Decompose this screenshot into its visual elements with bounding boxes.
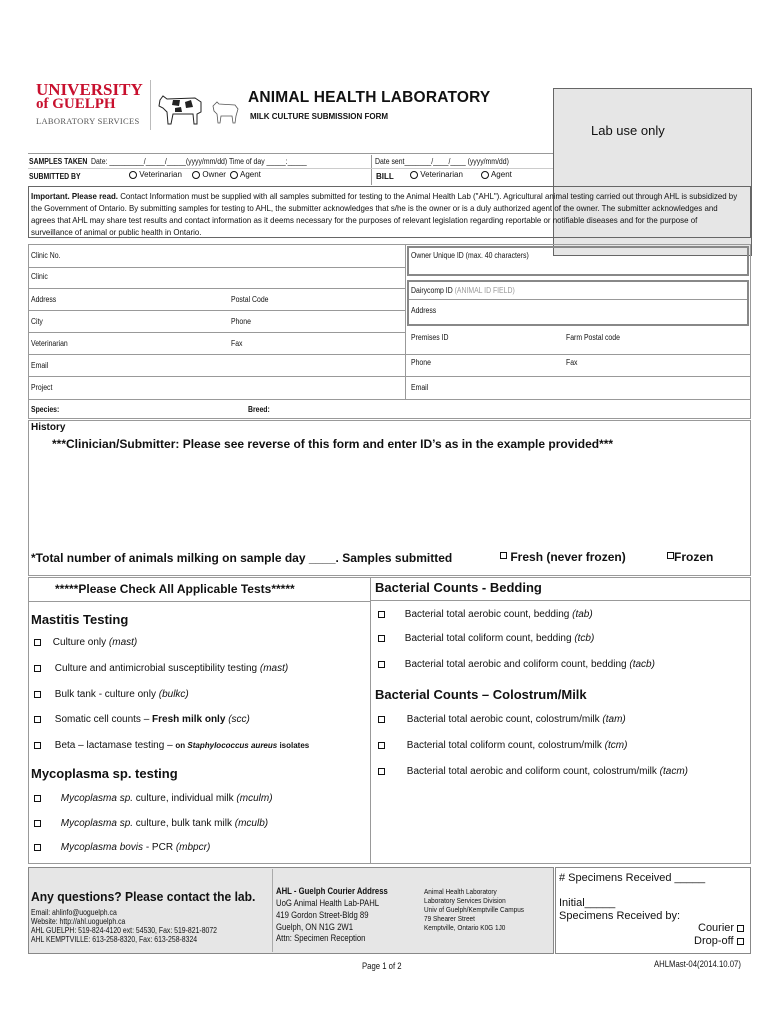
courier-line-3: Guelph, ON N1G 2W1: [276, 922, 354, 932]
test-label: - PCR: [143, 842, 174, 853]
city-field[interactable]: City: [31, 317, 43, 326]
courier-line-4: Attn: Specimen Reception: [276, 933, 366, 943]
test-code: (bulkc): [158, 689, 189, 700]
colostrum-aerobic-coliform[interactable]: [378, 766, 688, 777]
premises-id-field[interactable]: Premises ID: [411, 333, 449, 342]
myco-individual-milk[interactable]: [34, 793, 273, 804]
submitted-by-options: [129, 170, 261, 179]
checkbox[interactable]: [378, 768, 385, 775]
check-all-rule: [28, 601, 370, 602]
footer-kemptville-phone: AHL KEMPTVILLE: 613-258-8320, Fax: 613-258-8324: [31, 935, 198, 944]
logo-line-guelph: of GUELPH: [36, 96, 116, 112]
bill-veterinarian-label: Veterinarian: [420, 170, 463, 179]
mastitis-bulk-tank[interactable]: [34, 689, 189, 700]
test-code: (tacm): [659, 766, 689, 777]
test-code: (tab): [572, 609, 593, 620]
checkbox[interactable]: [34, 844, 41, 851]
samples-rule: [28, 168, 553, 169]
dairycomp-id-label: Dairycomp ID: [411, 286, 453, 295]
checkbox[interactable]: [34, 716, 41, 723]
email-field[interactable]: Email: [31, 361, 49, 370]
postal-code-field[interactable]: Postal Code: [231, 295, 269, 304]
kemptville-line-2: Laboratory Services Division: [424, 896, 506, 905]
test-label: Bacterial total aerobic count, colostrum/milk: [406, 714, 600, 725]
dropoff-option[interactable]: [694, 935, 744, 947]
samples-taken-label: SAMPLES TAKEN: [29, 157, 88, 166]
test-organism: Staphylococcus aureus: [187, 741, 278, 750]
test-emphasis: on: [175, 741, 188, 750]
checkbox[interactable]: [378, 661, 385, 668]
test-code: (mculm): [236, 793, 273, 804]
test-label: Beta – lactamase testing –: [54, 740, 176, 751]
checkbox[interactable]: [34, 820, 41, 827]
mastitis-heading: Mastitis Testing: [31, 612, 129, 627]
checkbox[interactable]: [378, 635, 385, 642]
goat-icon: [213, 102, 238, 123]
important-notice: [31, 190, 738, 238]
colostrum-coliform[interactable]: [378, 740, 627, 751]
owner-phone-field[interactable]: Phone: [411, 358, 431, 367]
bedding-aerobic[interactable]: [378, 609, 593, 620]
logo-line-university: UNIVERSITY: [36, 80, 143, 99]
courier-checkbox[interactable]: [737, 925, 744, 932]
owner-fax-field[interactable]: Fax: [566, 358, 578, 367]
myco-bovis-pcr[interactable]: [34, 842, 210, 853]
row-rule-7: [28, 399, 751, 400]
specimens-received-field[interactable]: # Specimens Received _____: [559, 872, 706, 884]
test-code: (tacb): [629, 659, 655, 670]
bedding-rule: [370, 600, 751, 601]
test-label: Bulk tank - culture only: [54, 689, 156, 700]
test-label: culture, bulk tank milk: [133, 818, 232, 829]
owner-address-field[interactable]: Address: [411, 306, 437, 315]
owner-id-label: Owner Unique ID (max. 40 characters): [411, 251, 529, 260]
kemptville-line-4: 79 Shearer Street: [424, 914, 475, 923]
important-text: Contact Information must be supplied with all samples submitted for testing to the Animal Health Lab ("AHL"). Agricultural animal testing carried out through AHL is subsidized by the Government of Ontario. By submitting samples for testing to AHL, the submitter acknowledges that s/he is the owner or is a duly authorized agent of the owner. The submitter acknowledges and agrees that AHL may share test results and contact information as it deems necessary for the purposes of relevant legislation regarding reportable or notifiable diseases and for the purpose of surveillance of animal or public health in Ontario.: [31, 191, 738, 237]
samples-divider: [371, 155, 372, 185]
footer-guelph-phone: AHL GUELPH: 519-824-4120 ext: 54530, Fax: 519-821-8072: [31, 926, 218, 935]
farm-postal-field[interactable]: Farm Postal code: [566, 333, 620, 342]
clinic-field[interactable]: Clinic: [31, 272, 48, 281]
address-field[interactable]: Address: [31, 295, 57, 304]
submitted-by-label: SUBMITTED BY: [29, 172, 81, 181]
dairycomp-label: [411, 286, 515, 295]
frozen-checkbox[interactable]: [667, 552, 674, 559]
checkbox[interactable]: [34, 742, 41, 749]
row-rule-3: [28, 310, 405, 311]
fresh-label: Fresh (never frozen): [510, 550, 626, 564]
checkbox[interactable]: [34, 639, 41, 646]
bill-agent-radio[interactable]: [481, 170, 512, 179]
submitted-owner-label: Owner: [202, 170, 226, 179]
dropoff-checkbox[interactable]: [737, 938, 744, 945]
courier-label: Courier: [698, 922, 735, 934]
test-code: (tcm): [604, 740, 628, 751]
test-code: (mast): [108, 637, 138, 648]
total-animals-line: [31, 551, 452, 565]
phone-field[interactable]: Phone: [231, 317, 251, 326]
fresh-checkbox[interactable]: [500, 552, 507, 559]
important-lead: Important. Please read.: [31, 191, 118, 201]
row-rule-1: [28, 267, 405, 268]
mastitis-culture-only[interactable]: [34, 637, 137, 648]
initial-field[interactable]: Initial_____: [559, 897, 616, 909]
test-organism: Mycoplasma bovis: [60, 842, 144, 853]
kemptville-line-5: Kemptville, Ontario K0G 1J0: [424, 923, 506, 932]
row-rule-2: [28, 288, 405, 289]
history-note: ***Clinician/Submitter: Please see reverse of this form and enter ID’s as in the example provided***: [52, 437, 614, 451]
logo-line-lab-services: LABORATORY SERVICES: [36, 116, 140, 126]
species-field[interactable]: Species:: [31, 405, 60, 414]
history-label: History: [31, 422, 66, 433]
myco-bulk-tank[interactable]: [34, 818, 268, 829]
veterinarian-field[interactable]: Veterinarian: [31, 339, 68, 348]
owner-email-field[interactable]: Email: [411, 383, 429, 392]
bill-veterinarian-radio[interactable]: [410, 170, 463, 179]
dropoff-label: Drop-off: [694, 935, 734, 947]
test-suffix: isolates: [277, 741, 310, 750]
mastitis-culture-ast[interactable]: [34, 663, 288, 674]
received-by-label: Specimens Received by:: [559, 910, 681, 922]
courier-heading: AHL - Guelph Courier Address: [276, 886, 388, 896]
test-label: Bacterial total coliform count, bedding: [404, 633, 572, 644]
dairycomp-rule: [409, 299, 747, 300]
mastitis-scc[interactable]: [34, 714, 250, 725]
mastitis-beta-lactamase[interactable]: [34, 740, 309, 751]
test-label: Bacterial total aerobic and coliform count, colostrum/milk: [406, 766, 657, 777]
form-subtitle: MILK CULTURE SUBMISSION FORM: [250, 112, 389, 121]
frozen-option[interactable]: [667, 550, 713, 564]
test-label: Bacterial total coliform count, colostrum/milk: [406, 740, 602, 751]
date-sent-field[interactable]: Date sent_______/____/____ (yyyy/mm/dd): [375, 157, 509, 166]
mycoplasma-heading: Mycoplasma sp. testing: [31, 766, 178, 781]
test-code: (mbpcr): [175, 842, 211, 853]
test-label: Culture only: [52, 637, 107, 648]
test-code: (scc): [228, 714, 250, 725]
footer-email[interactable]: Email: ahlinfo@uoguelph.ca: [31, 908, 117, 917]
colostrum-aerobic[interactable]: [378, 714, 626, 725]
submitted-veterinarian-label: Veterinarian: [139, 170, 182, 179]
kemptville-line-3: Univ of Guelph/Kemptville Campus: [424, 905, 525, 914]
header-rule: [28, 153, 553, 154]
test-organism: Mycoplasma sp.: [60, 793, 134, 804]
bedding-heading: Bacterial Counts - Bedding: [375, 580, 542, 595]
form-code: AHLMast-04(2014.10.07): [654, 959, 741, 969]
checkbox[interactable]: [378, 716, 385, 723]
test-code: (mculb): [234, 818, 269, 829]
test-code: (mast): [259, 663, 289, 674]
breed-field[interactable]: Breed:: [248, 405, 270, 414]
header-divider: [150, 80, 151, 130]
fax-field[interactable]: Fax: [231, 339, 243, 348]
row-rule-4: [28, 332, 405, 333]
test-code: (tcb): [574, 633, 595, 644]
checkbox[interactable]: [378, 742, 385, 749]
total-animals-text[interactable]: *Total number of animals milking on sample day ____. Samples submitted: [31, 551, 453, 565]
bill-label: BILL: [376, 172, 394, 181]
submitted-owner-radio[interactable]: [192, 170, 226, 179]
colostrum-heading: Bacterial Counts – Colostrum/Milk: [375, 687, 587, 702]
fresh-option[interactable]: [500, 550, 626, 564]
courier-line-2: 419 Gordon Street-Bldg 89: [276, 910, 369, 920]
frozen-label: Frozen: [674, 550, 714, 564]
test-label: Bacterial total aerobic and coliform count, bedding: [404, 659, 627, 670]
test-label: Bacterial total aerobic count, bedding: [404, 609, 570, 620]
checkbox[interactable]: [34, 691, 41, 698]
footer-website[interactable]: Website: http://ahl.uoguelph.ca: [31, 917, 126, 926]
test-label: Somatic cell counts –: [54, 714, 153, 725]
page-title: ANIMAL HEALTH LABORATORY: [248, 89, 491, 106]
courier-line-1: UoG Animal Health Lab-PAHL: [276, 898, 380, 908]
tests-divider: [370, 577, 371, 864]
clinic-no-field[interactable]: Clinic No.: [31, 251, 61, 260]
lab-use-label: Lab use only: [591, 123, 665, 138]
test-emphasis: Fresh milk only: [152, 714, 226, 725]
test-label: Culture and antimicrobial susceptibility testing: [54, 663, 258, 674]
university-logo: [36, 82, 148, 126]
cow-goat-illustration: [155, 90, 243, 128]
project-field[interactable]: Project: [31, 383, 53, 392]
bill-agent-label: Agent: [490, 170, 512, 179]
checkbox[interactable]: [34, 665, 41, 672]
bedding-coliform[interactable]: [378, 633, 594, 644]
submitted-agent-radio[interactable]: [230, 170, 261, 179]
row-rule-6: [28, 376, 751, 377]
row-rule-5: [28, 354, 751, 355]
test-label: culture, individual milk: [133, 793, 234, 804]
kemptville-line-1: Animal Health Laboratory: [424, 887, 497, 896]
test-organism: Mycoplasma sp.: [60, 818, 134, 829]
questions-heading: Any questions? Please contact the lab.: [31, 889, 256, 904]
bedding-aerobic-coliform[interactable]: [378, 659, 655, 670]
test-code: (tam): [602, 714, 626, 725]
submitted-agent-label: Agent: [239, 170, 261, 179]
checkbox[interactable]: [378, 611, 385, 618]
footer-divider: [272, 869, 273, 952]
dairycomp-hint: (ANIMAL ID FIELD): [454, 286, 515, 295]
check-all-heading: *****Please Check All Applicable Tests*****: [55, 582, 295, 596]
submitted-veterinarian-radio[interactable]: [129, 170, 182, 179]
checkbox[interactable]: [34, 795, 41, 802]
samples-taken-row: [29, 157, 342, 166]
bill-options: [410, 170, 512, 179]
courier-option[interactable]: [698, 922, 744, 934]
page-number: Page 1 of 2: [362, 961, 402, 971]
sample-date-field[interactable]: Date: _________/_____/_____(yyyy/mm/dd) Time of day _____:_____: [91, 157, 307, 166]
